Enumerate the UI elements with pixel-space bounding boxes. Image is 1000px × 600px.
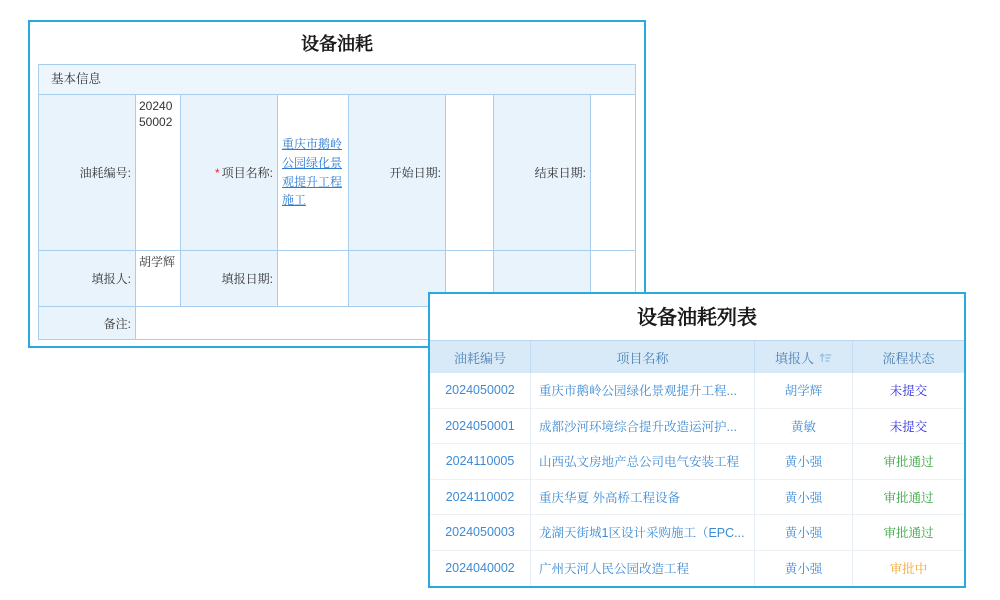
cell-filler: 黄敏: [755, 409, 853, 444]
filler-label: 填报人:: [39, 251, 136, 307]
column-header-filler-text: 填报人: [774, 350, 814, 366]
project-name-link[interactable]: 重庆市鹅岭公园绿化景观提升工程施工: [282, 137, 343, 208]
cell-project[interactable]: 广州天河人民公园改造工程: [531, 551, 755, 587]
cell-fuel-no[interactable]: 2024110005: [430, 444, 531, 479]
section-header-basic-info: 基本信息: [38, 64, 636, 94]
cell-filler: 黄小强: [755, 551, 853, 587]
list-body: [430, 373, 964, 586]
cell-filler: 胡学辉: [755, 373, 853, 408]
status-badge: 审批通过: [883, 526, 934, 541]
table-row[interactable]: [430, 515, 964, 551]
start-date-value: [446, 95, 494, 251]
column-header-fuel-no: 油耗编号: [430, 341, 531, 373]
status-badge: 审批中: [889, 562, 928, 577]
project-name-cell: [278, 95, 349, 251]
list-header-row: [430, 340, 964, 373]
cell-filler: 黄小强: [755, 444, 853, 479]
column-header-filler[interactable]: [755, 341, 853, 373]
status-badge: 未提交: [889, 384, 928, 399]
cell-fuel-no[interactable]: 2024050003: [430, 515, 531, 550]
fill-date-value: [278, 251, 349, 307]
fuel-no-value: 2024050002: [136, 95, 181, 251]
start-date-label: 开始日期:: [349, 95, 446, 251]
cell-fuel-no[interactable]: 2024050002: [430, 373, 531, 408]
cell-fuel-no[interactable]: 2024110002: [430, 480, 531, 515]
cell-project[interactable]: 重庆华夏 外高桥工程设备: [531, 480, 755, 515]
form-title: 设备油耗: [301, 34, 373, 54]
cell-fuel-no[interactable]: 2024040002: [430, 551, 531, 587]
table-row[interactable]: [430, 444, 964, 480]
end-date-value: [591, 95, 636, 251]
cell-project[interactable]: 山西弘文房地产总公司电气安装工程: [531, 444, 755, 479]
project-name-label-text: 项目名称:: [221, 166, 273, 180]
table-row[interactable]: [430, 409, 964, 445]
required-asterisk: *: [214, 165, 220, 180]
column-header-project: 项目名称: [531, 341, 755, 373]
sort-ascending-icon[interactable]: [819, 351, 832, 364]
column-header-status: 流程状态: [882, 350, 935, 366]
fill-date-label: 填报日期:: [181, 251, 278, 307]
status-badge: 未提交: [889, 419, 928, 434]
end-date-label: 结束日期:: [494, 95, 591, 251]
list-title: 设备油耗列表: [637, 307, 757, 329]
table-row[interactable]: [430, 480, 964, 516]
status-badge: 审批通过: [883, 490, 934, 505]
cell-fuel-no[interactable]: 2024050001: [430, 409, 531, 444]
cell-project[interactable]: 成都沙河环境综合提升改造运河护...: [531, 409, 755, 444]
fuel-list-panel: [428, 292, 966, 588]
project-name-label: [181, 95, 278, 251]
table-row[interactable]: [430, 551, 964, 587]
fuel-no-label: 油耗编号:: [39, 95, 136, 251]
filler-value: 胡学辉: [136, 251, 181, 307]
cell-filler: 黄小强: [755, 480, 853, 515]
table-row[interactable]: [430, 373, 964, 409]
cell-filler: 黄小强: [755, 515, 853, 550]
cell-project[interactable]: 重庆市鹅岭公园绿化景观提升工程...: [531, 373, 755, 408]
remark-label: 备注:: [39, 307, 136, 340]
cell-project[interactable]: 龙湖天街城1区设计采购施工（EPC...: [531, 515, 755, 550]
status-badge: 审批通过: [883, 455, 934, 470]
